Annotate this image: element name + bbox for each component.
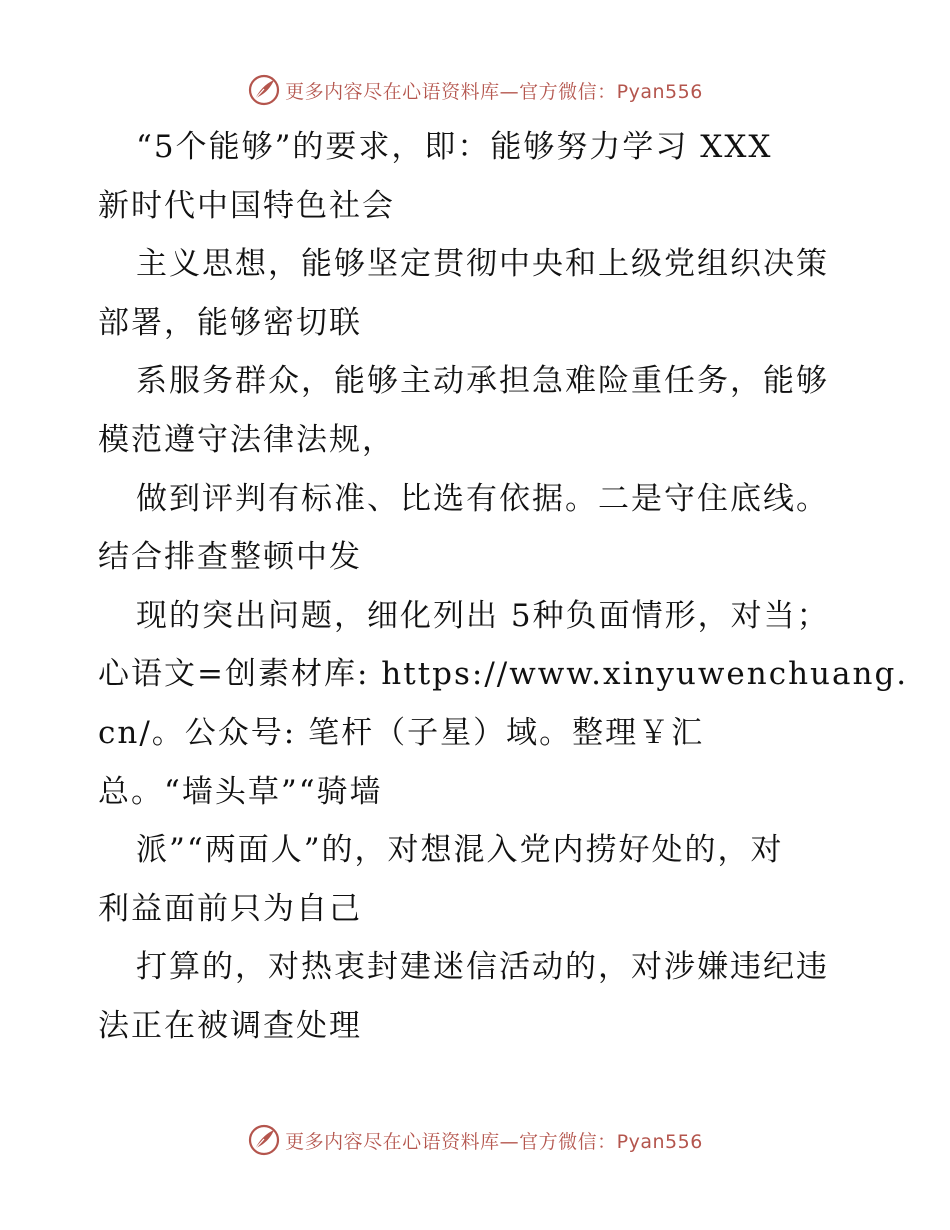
header-watermark-text: 更多内容尽在心语资料库—官方微信：Pyan556	[285, 80, 703, 103]
document-body	[98, 118, 909, 1056]
text-line: 打算的，对热衷封建迷信活动的，对涉嫌违纪违	[136, 949, 829, 986]
header-watermark-banner	[0, 70, 950, 110]
text-line: “5个能够”的要求，即：能够努力学习 XXX	[136, 129, 773, 165]
footer-watermark-banner	[0, 1120, 950, 1160]
text-line: 现的突出问题，细化列出 5种负面情形，对当；	[136, 597, 830, 634]
text-line: 部署，能够密切联	[98, 304, 362, 341]
feather-pen-logo-icon	[247, 1123, 281, 1157]
text-line: 派”“两面人”的，对想混入党内捞好处的，对	[136, 832, 784, 869]
text-line: 法正在被调查处理	[98, 1007, 362, 1044]
text-line: cn/。公众号: 笔杆（子星）域。整理￥汇	[98, 714, 705, 751]
text-line: 利益面前只为自己	[98, 890, 362, 927]
text-line: 心语文=创素材库: https://www.xinyuwenchuang.	[98, 656, 909, 693]
text-line: 主义思想，能够坚定贯彻中央和上级党组织决策	[136, 246, 829, 283]
footer-watermark-text: 更多内容尽在心语资料库—官方微信：Pyan556	[285, 1130, 703, 1153]
text-line: 结合排查整顿中发	[98, 539, 362, 576]
text-line: 模范遵守法律法规，	[98, 421, 395, 458]
feather-pen-logo-icon	[247, 73, 281, 107]
text-line: 总。“墙头草”“骑墙	[98, 773, 383, 810]
text-line: 做到评判有标准、比选有依据。二是守住底线。	[136, 480, 829, 517]
text-line: 系服务群众，能够主动承担急难险重任务，能够	[136, 363, 829, 400]
text-line: 新时代中国特色社会	[98, 187, 395, 224]
